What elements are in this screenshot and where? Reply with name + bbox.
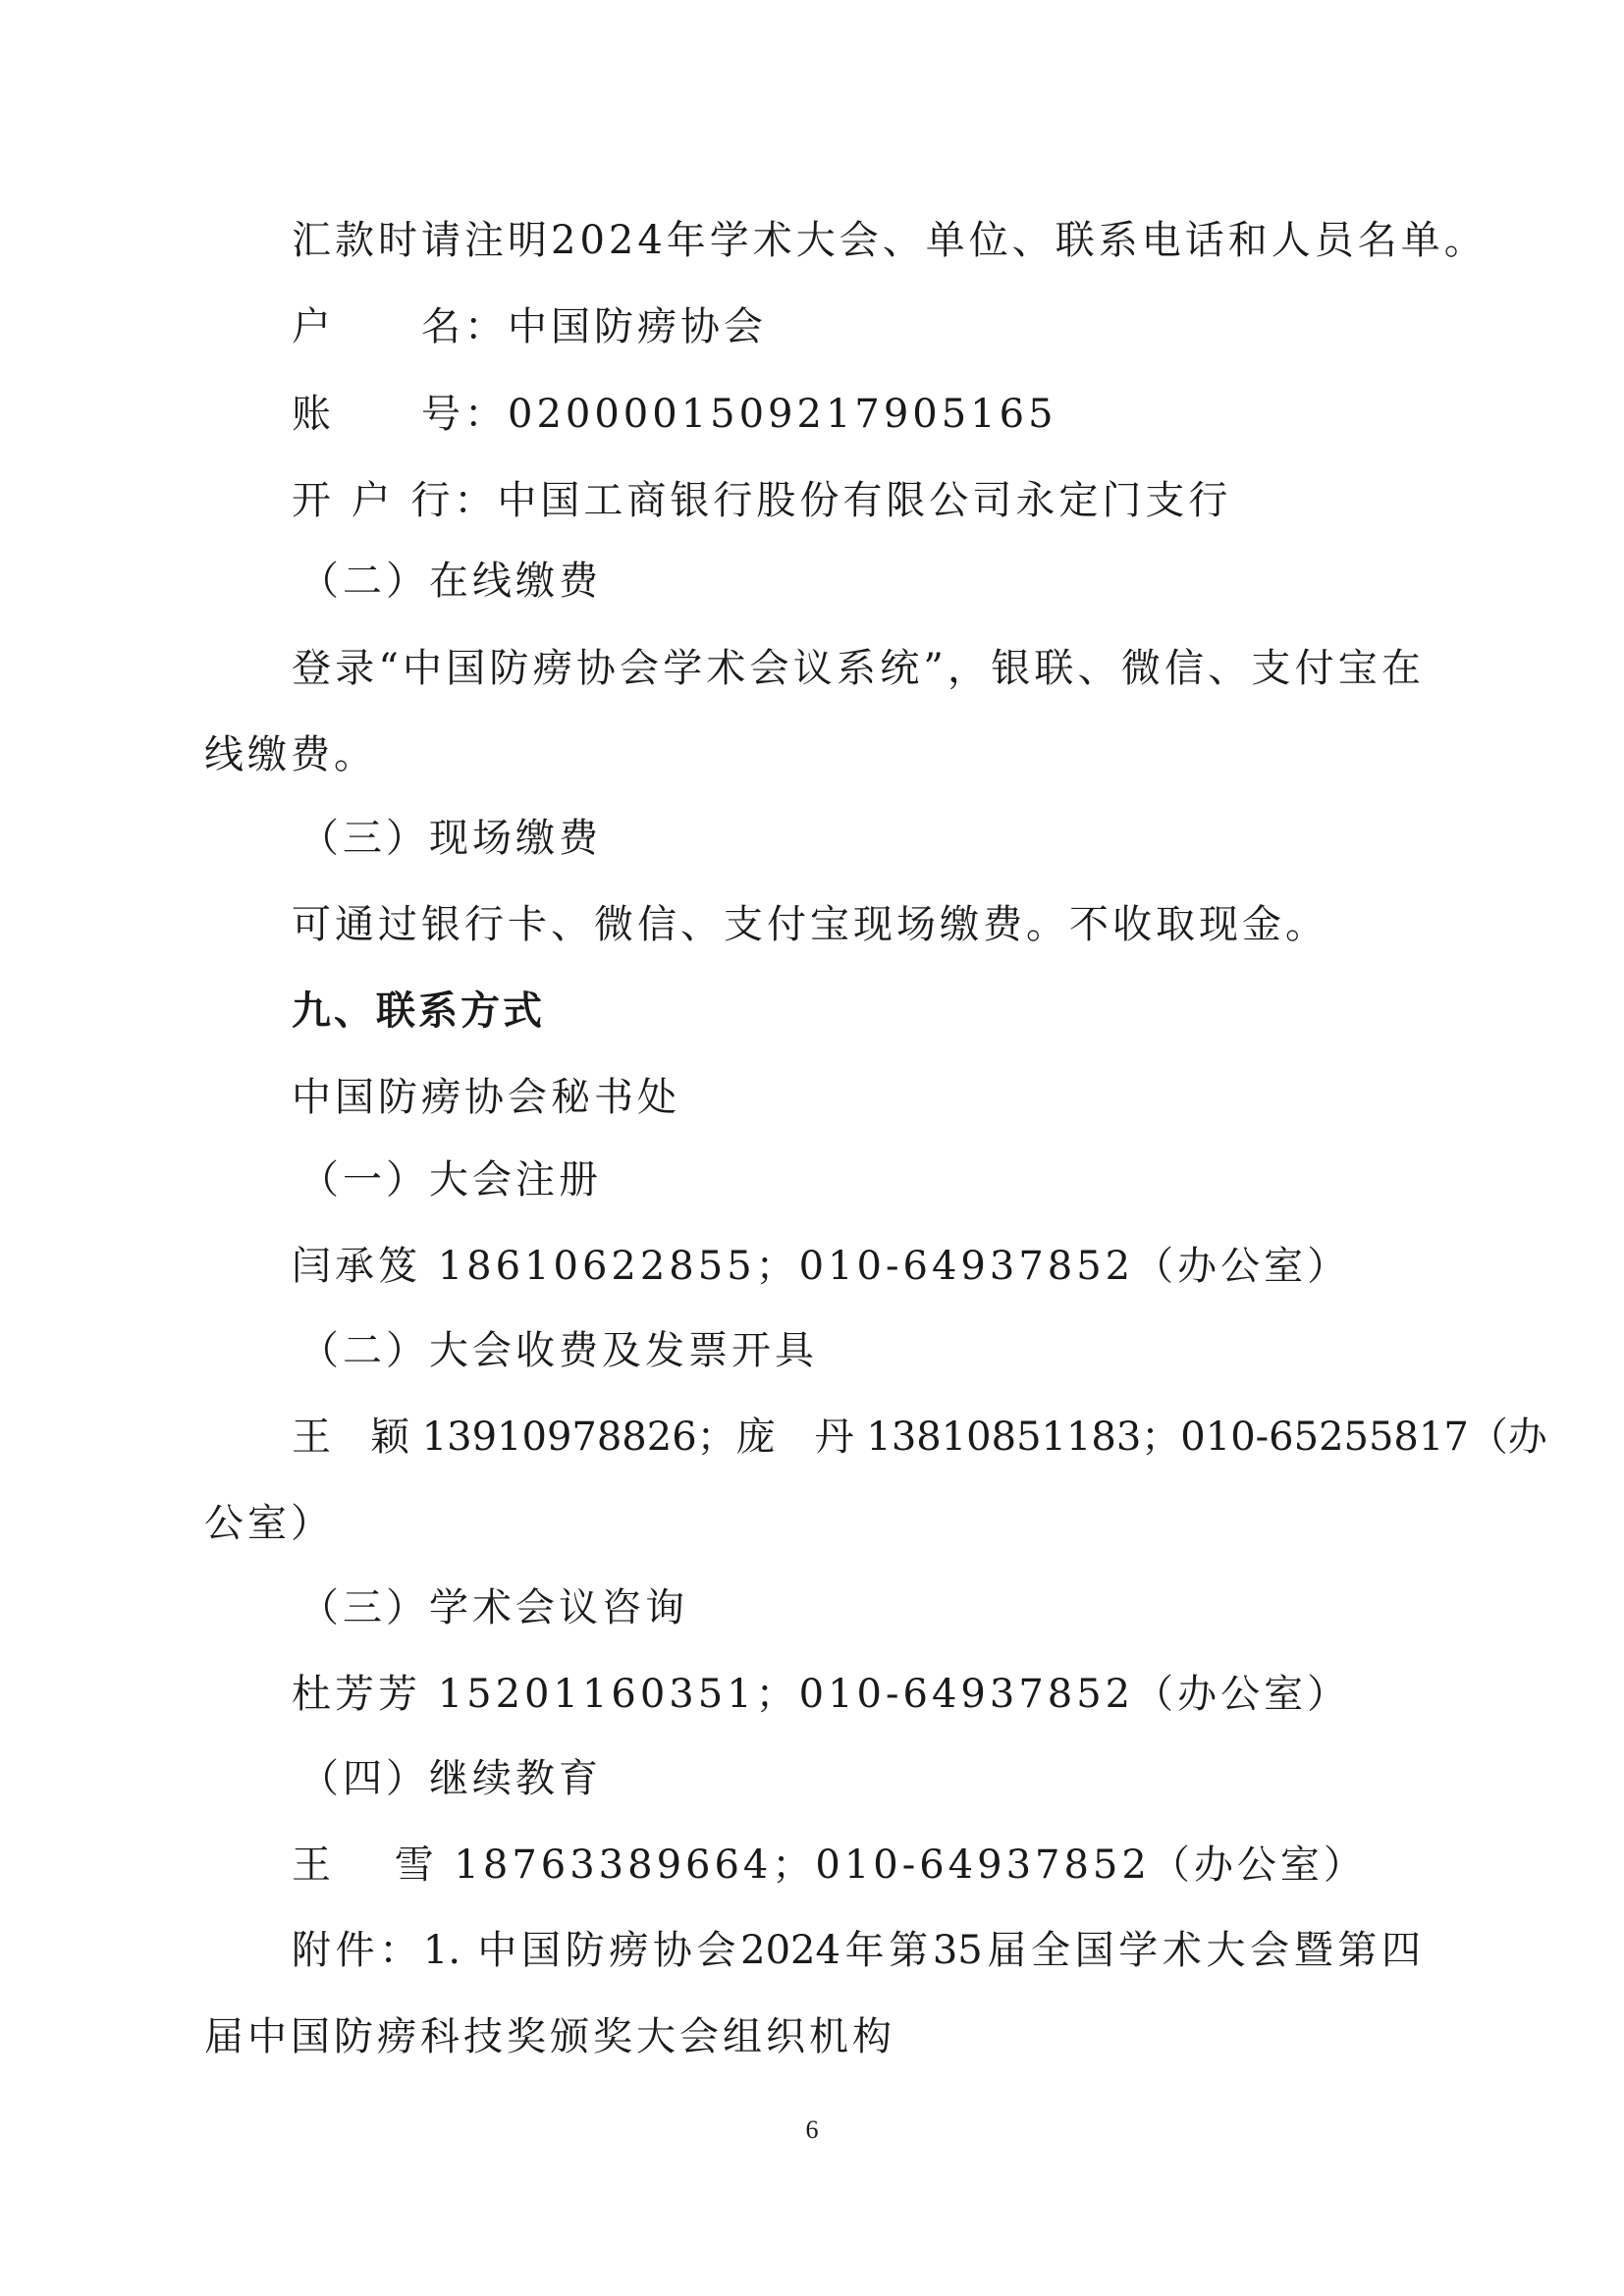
fees-contact-line-2: 公室）: [204, 1501, 334, 1546]
education-heading: （四）继续教育: [299, 1756, 602, 1801]
fees-contact-line-1: 王 颖 13910978826；庞 丹 13810851183；010-65255817（办: [292, 1415, 1547, 1460]
fees-heading: （二）大会收费及发票开具: [299, 1328, 818, 1373]
consult-contact: 杜芳芳 15201160351；010-64937852（办公室）: [292, 1672, 1351, 1717]
account-bank: 开 户 行：中国工商银行股份有限公司永定门支行: [292, 478, 1232, 523]
registration-heading: （一）大会注册: [299, 1157, 602, 1202]
onsite-pay-text: 可通过银行卡、微信、支付宝现场缴费。不收取现金。: [292, 902, 1328, 947]
account-name: 户 名：中国防痨协会: [292, 304, 767, 349]
attachment-line-1: 附件：1. 中国防痨协会2024年第35届全国学术大会暨第四: [292, 1928, 1421, 1973]
remit-note: 汇款时请注明2024年学术大会、单位、联系电话和人员名单。: [292, 218, 1488, 263]
attachment-line-2: 届中国防痨科技奖颁奖大会组织机构: [204, 2014, 895, 2059]
online-pay-line-2: 线缴费。: [204, 732, 377, 777]
onsite-pay-heading: （三）现场缴费: [299, 816, 602, 861]
page-number: 6: [805, 2115, 819, 2144]
consult-heading: （三）学术会议咨询: [299, 1585, 688, 1630]
online-pay-line-1: 登录“中国防痨协会学术会议系统”，银联、微信、支付宝在: [292, 646, 1421, 691]
education-contact: 王 雪 18763389664；010-64937852（办公室）: [292, 1842, 1367, 1888]
registration-contact: 闫承笈 18610622855；010-64937852（办公室）: [292, 1244, 1351, 1289]
contact-heading: 九、联系方式: [292, 988, 545, 1034]
account-number: 账 号：0200001509217905165: [292, 392, 1057, 437]
online-pay-heading: （二）在线缴费: [299, 559, 602, 604]
secretariat: 中国防痨协会秘书处: [292, 1075, 680, 1120]
